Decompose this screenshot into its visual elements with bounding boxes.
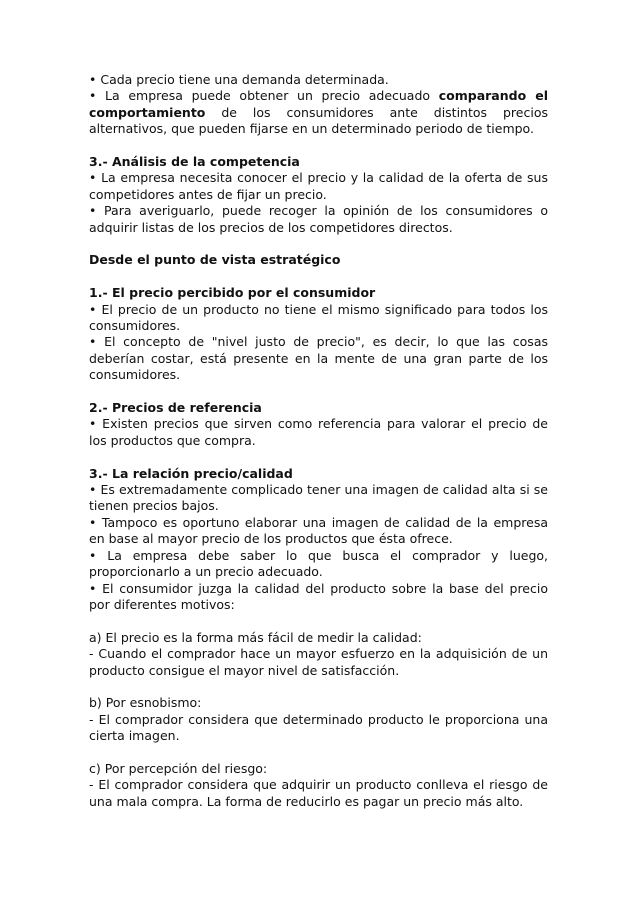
section-heading-competition: 3.- Análisis de la competencia bbox=[89, 154, 300, 170]
reference-bullet-1: • Existen precios que sirven como referencia para valorar el precio de los productos que compra. bbox=[89, 416, 548, 448]
bullet-behavior: • La empresa puede obtener un precio adecuado comparando el comportamiento de los consumidores ante distintos precios alternativos, que pueden fijarse en un determinado periodo de tiempo. bbox=[89, 88, 548, 137]
section-heading-price-quality: 3.- La relación precio/calidad bbox=[89, 465, 293, 481]
quality-bullet-2: • Tampoco es oportuno elaborar una imagen de calidad de la empresa en base al mayor precio de los productos que ésta ofrece. bbox=[89, 514, 548, 547]
reason-b-title: b) Por esnobismo: bbox=[89, 695, 202, 711]
section-heading-perceived-price: 1.- El precio percibido por el consumidor bbox=[89, 285, 376, 301]
competition-bullet-1: • La empresa necesita conocer el precio y la calidad de la oferta de sus competidores antes de fijar un precio. bbox=[89, 170, 548, 202]
reason-c-text: - El comprador considera que adquirir un producto conlleva el riesgo de una mala compra. La forma de reducirlo es pagar un precio más alto. bbox=[89, 777, 548, 809]
perceived-bullet-2: • El concepto de "nivel justo de precio", es decir, lo que las cosas deberían costar, está presente en la mente de una gran parte de los consumidores. bbox=[89, 334, 548, 383]
quality-bullet-3: • La empresa debe saber lo que busca el comprador y luego, proporcionarlo a un precio adecuado. bbox=[89, 547, 548, 580]
section-heading-reference-prices: 2.- Precios de referencia bbox=[89, 400, 262, 416]
bold-phrase: comparando el comportamiento bbox=[89, 88, 548, 120]
competition-bullet-2: • Para averiguarlo, puede recoger la opinión de los consumidores o adquirir listas de los precios de los competidores directos. bbox=[89, 203, 548, 235]
reason-a-title: a) El precio es la forma más fácil de medir la calidad: bbox=[89, 629, 422, 645]
reason-c-title: c) Por percepción del riesgo: bbox=[89, 760, 268, 776]
reason-a-text: - Cuando el comprador hace un mayor esfuerzo en la adquisición de un producto consigue el mayor nivel de satisfacción. bbox=[89, 646, 548, 678]
quality-bullet-1: • Es extremadamente complicado tener una imagen de calidad alta si se tienen precios bajos. bbox=[89, 482, 548, 514]
perceived-bullet-1: • El precio de un producto no tiene el mismo significado para todos los consumidores. bbox=[89, 301, 548, 334]
document-page bbox=[89, 72, 548, 810]
reason-b-text: - El comprador considera que determinado producto le proporciona una cierta imagen. bbox=[89, 711, 548, 744]
strategic-heading: Desde el punto de vista estratégico bbox=[89, 252, 341, 268]
quality-bullet-4: • El consumidor juzga la calidad del producto sobre la base del precio por diferentes motivos: bbox=[89, 580, 548, 612]
bullet-demand: • Cada precio tiene una demanda determinada. bbox=[89, 72, 389, 87]
